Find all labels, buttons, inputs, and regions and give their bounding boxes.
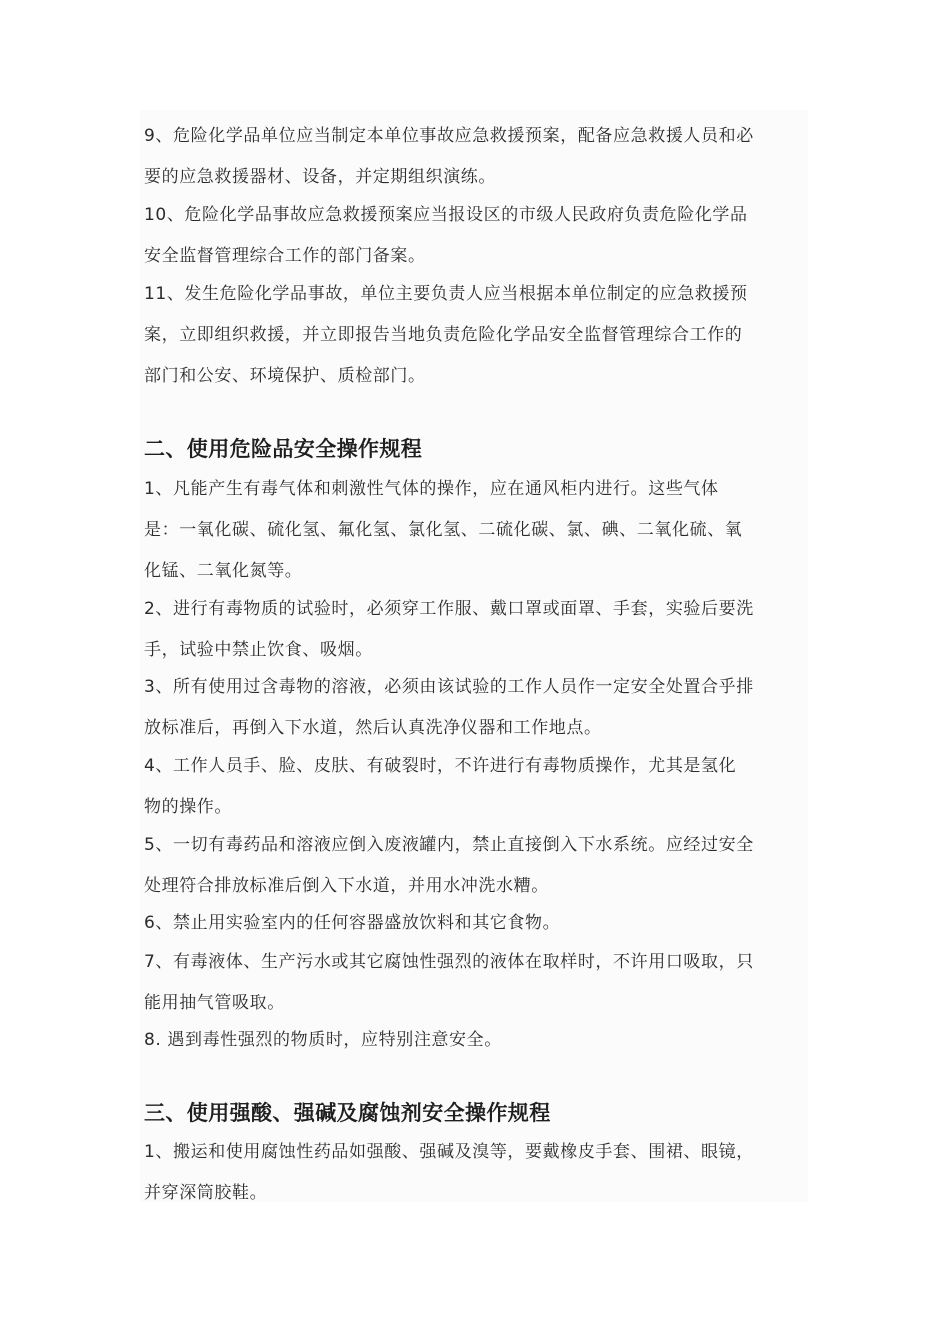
text-line: 能用抽气管吸取。: [144, 993, 285, 1013]
text-line: 案，立即组织救援，并立即报告当地负责危险化学品安全监督管理综合工作的: [144, 325, 743, 345]
text-line: 处理符合排放标准后倒入下水道，并用水冲洗水糟。: [144, 876, 549, 896]
text-line: 手，试验中禁止饮食、吸烟。: [144, 640, 373, 660]
paragraph-item-11: [144, 274, 810, 397]
text-line: 4、工作人员手、脸、皮肤、有破裂时，不许进行有毒物质操作，尤其是氢化: [144, 756, 737, 776]
text-line: 9、危险化学品单位应当制定本单位事故应急救援预案，配备应急救援人员和必: [144, 126, 754, 146]
paragraph-item-9: [144, 116, 810, 198]
text-line: 是：一氧化碳、硫化氢、氟化氢、氯化氢、二硫化碳、氯、碘、二氧化硫、氧: [144, 520, 743, 540]
paragraph-item-1: [144, 1132, 810, 1214]
text-line: 11、发生危险化学品事故，单位主要负责人应当根据本单位制定的应急救援预: [144, 284, 748, 304]
paragraph-item-5: [144, 825, 810, 907]
section-heading: 二、使用危险品安全操作规程: [144, 437, 423, 461]
paragraph-item-2: [144, 589, 810, 671]
document-body: [140, 110, 808, 1202]
text-line: 并穿深筒胶鞋。: [144, 1183, 268, 1203]
text-line: 3、所有使用过含毒物的溶液，必须由该试验的工作人员作一定安全处置合乎排: [144, 677, 754, 697]
text-line: 7、有毒液体、生产污水或其它腐蚀性强烈的液体在取样时，不许用口吸取，只: [144, 952, 754, 972]
text-line: 2、进行有毒物质的试验时，必须穿工作服、戴口罩或面罩、手套，实验后要洗: [144, 599, 754, 619]
text-line: 1、凡能产生有毒气体和刺激性气体的操作，应在通风柜内进行。这些气体: [144, 479, 719, 499]
text-line: 1、搬运和使用腐蚀性药品如强酸、强碱及溴等，要戴橡皮手套、围裙、眼镜，: [144, 1142, 754, 1162]
section-heading: 三、使用强酸、强碱及腐蚀剂安全操作规程: [144, 1101, 551, 1125]
text-line: 6、禁止用实验室内的任何容器盛放饮料和其它食物。: [144, 913, 561, 933]
paragraph-item-4: [144, 746, 810, 828]
paragraph-item-8: [144, 1020, 810, 1061]
paragraph-item-10: [144, 195, 810, 277]
text-line: 要的应急救援器材、设备，并定期组织演练。: [144, 167, 496, 187]
paragraph-item-6: [144, 903, 810, 944]
text-line: 化锰、二氧化氮等。: [144, 561, 303, 581]
paragraph-item-1: [144, 469, 810, 592]
text-line: 部门和公安、环境保护、质检部门。: [144, 366, 426, 386]
text-line: 物的操作。: [144, 797, 232, 817]
paragraph-item-3: [144, 667, 810, 749]
text-line: 8. 遇到毒性强烈的物质时，应特别注意安全。: [144, 1030, 502, 1050]
text-line: 安全监督管理综合工作的部门备案。: [144, 246, 426, 266]
text-line: 5、一切有毒药品和溶液应倒入废液罐内，禁止直接倒入下水系统。应经过安全: [144, 835, 754, 855]
paragraph-item-7: [144, 942, 810, 1024]
text-line: 放标准后，再倒入下水道，然后认真洗净仪器和工作地点。: [144, 718, 602, 738]
text-line: 10、危险化学品事故应急救援预案应当报设区的市级人民政府负责危险化学品: [144, 205, 748, 225]
